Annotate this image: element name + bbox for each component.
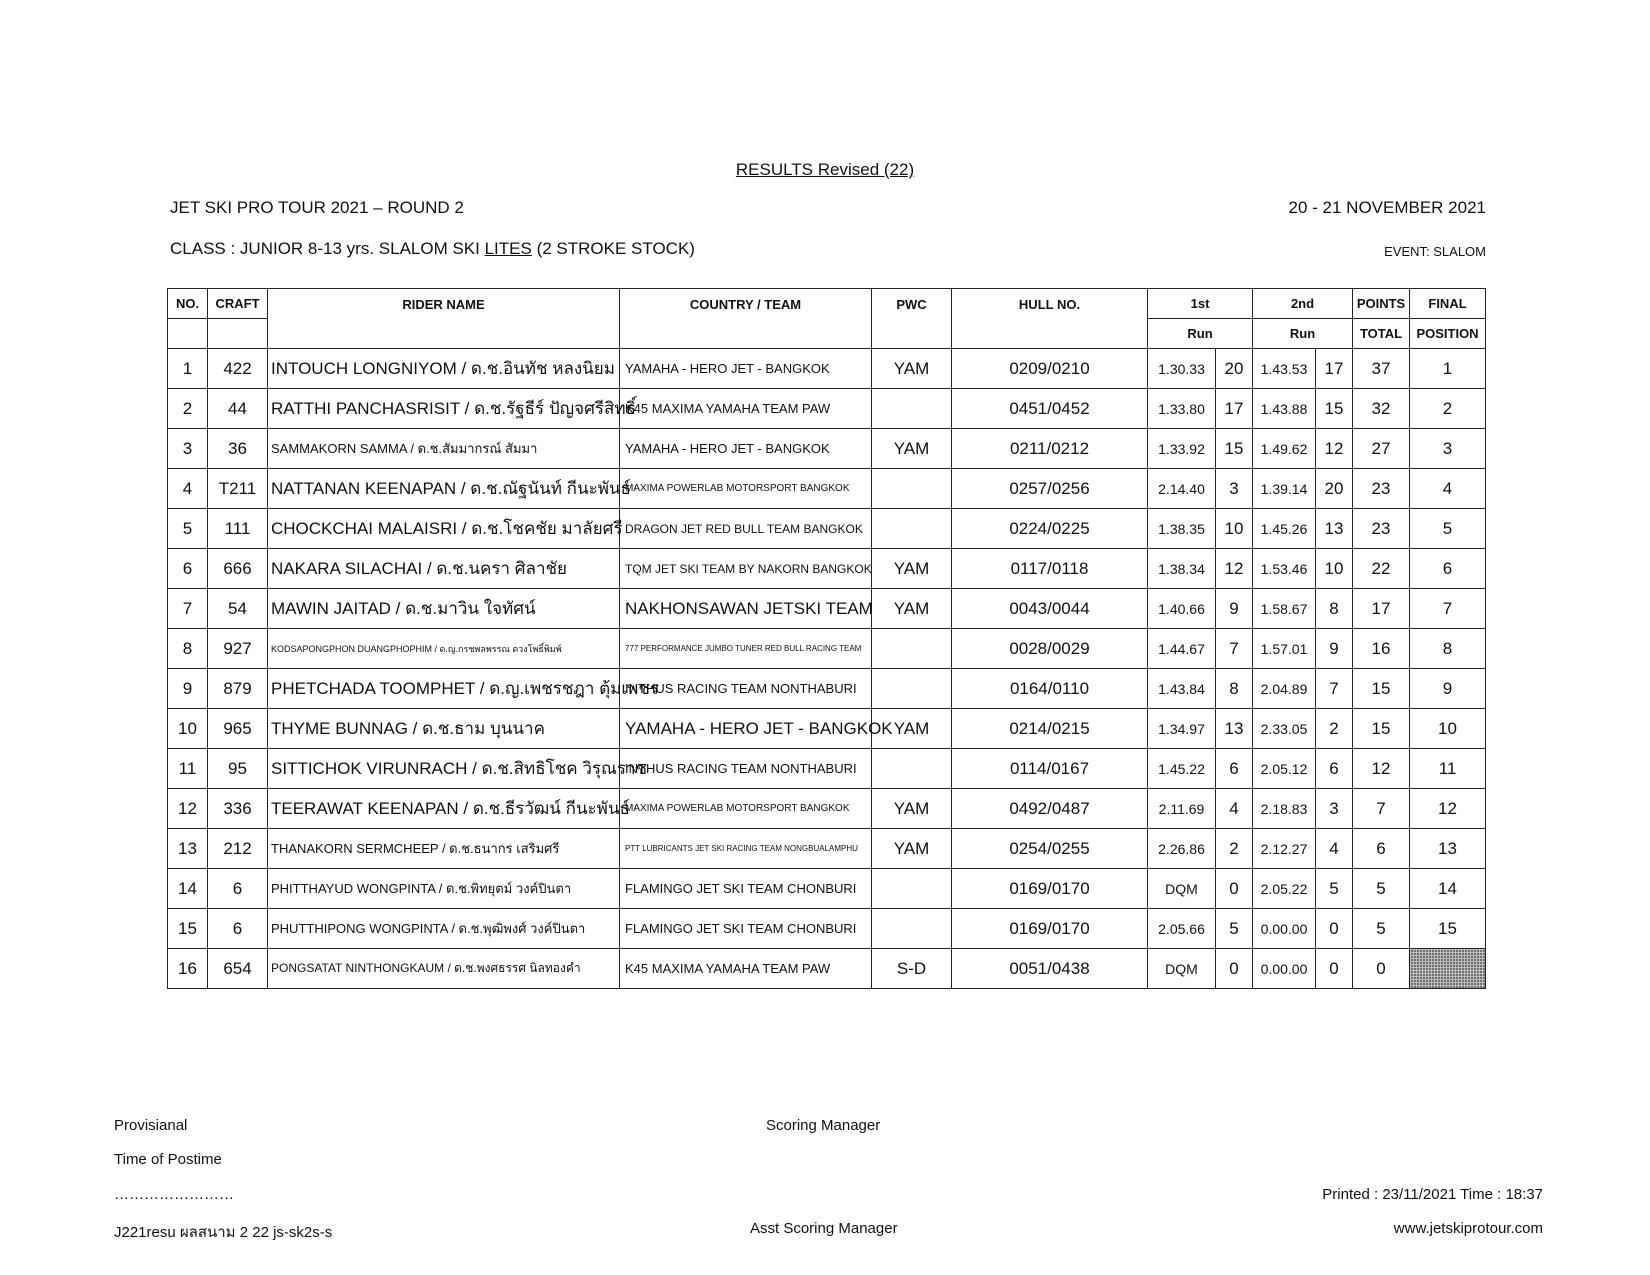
cell-country-team: PTT LUBRICANTS JET SKI RACING TEAM NONGBUALAMPHU [620,829,872,869]
file-reference: J221resu ผลสนาม 2 22 js-sk2s-s [114,1224,333,1241]
cell-run2-points: 8 [1316,589,1353,629]
table-row [168,629,1486,669]
cell-no: 2 [168,389,208,429]
asst-scoring-manager-label: Asst Scoring Manager [750,1220,898,1237]
cell-hull-no: 0114/0167 [952,749,1148,789]
cell-run1-time: 1.38.34 [1148,549,1216,589]
cell-run1-points: 0 [1216,869,1253,909]
header-pwc: PWC [872,289,952,349]
cell-final-position: 4 [1410,469,1486,509]
cell-final-position: 10 [1410,709,1486,749]
cell-run2-time: 0.00.00 [1253,949,1316,989]
cell-rider-name: THYME BUNNAG / ด.ช.ธาม บุนนาค [268,709,620,749]
class-suffix: (2 STROKE STOCK) [531,239,695,258]
cell-pwc: YAM [872,589,952,629]
cell-no: 5 [168,509,208,549]
cell-pwc [872,749,952,789]
cell-rider-name: MAWIN JAITAD / ด.ช.มาวิน ใจทัศน์ [268,589,620,629]
cell-hull-no: 0254/0255 [952,829,1148,869]
cell-final-position: 11 [1410,749,1486,789]
cell-craft: 95 [208,749,268,789]
cell-run1-points: 10 [1216,509,1253,549]
cell-final-position [1410,949,1486,989]
cell-pwc: YAM [872,549,952,589]
cell-rider-name: RATTHI PANCHASRISIT / ด.ช.รัฐธีร์ ปัญจศรีสิทธิ์ [268,389,620,429]
table-row [168,509,1486,549]
cell-points-total: 5 [1353,909,1410,949]
cell-run2-points: 0 [1316,949,1353,989]
cell-run1-points: 5 [1216,909,1253,949]
cell-run1-time: DQM [1148,949,1216,989]
cell-run2-points: 4 [1316,829,1353,869]
cell-run2-points: 10 [1316,549,1353,589]
cell-run2-time: 1.58.67 [1253,589,1316,629]
cell-run1-time: 1.33.80 [1148,389,1216,429]
cell-points-total: 12 [1353,749,1410,789]
cell-final-position: 9 [1410,669,1486,709]
cell-craft: 879 [208,669,268,709]
cell-final-position: 5 [1410,509,1486,549]
cell-rider-name: TEERAWAT KEENAPAN / ด.ช.ธีรวัฒน์ กีนะพันธ์ [268,789,620,829]
cell-run2-time: 1.57.01 [1253,629,1316,669]
cell-run2-time: 2.05.22 [1253,869,1316,909]
cell-run2-time: 2.04.89 [1253,669,1316,709]
cell-craft: 44 [208,389,268,429]
cell-rider-name: NAKARA SILACHAI / ด.ช.นครา ศิลาชัย [268,549,620,589]
table-row [168,429,1486,469]
cell-country-team: INTHUS RACING TEAM NONTHABURI [620,669,872,709]
header-hull-no: HULL NO. [952,289,1148,349]
cell-final-position: 14 [1410,869,1486,909]
header-run2-top: 2nd [1253,289,1353,319]
cell-points-total: 22 [1353,549,1410,589]
cell-run2-time: 1.45.26 [1253,509,1316,549]
cell-rider-name: SAMMAKORN SAMMA / ด.ช.สัมมากรณ์ สัมมา [268,429,620,469]
cell-country-team: NAKHONSAWAN JETSKI TEAM [620,589,872,629]
cell-points-total: 37 [1353,349,1410,389]
cell-run1-time: 1.34.97 [1148,709,1216,749]
cell-no: 14 [168,869,208,909]
cell-run2-time: 1.49.62 [1253,429,1316,469]
cell-hull-no: 0028/0029 [952,629,1148,669]
cell-country-team: TQM JET SKI TEAM BY NAKORN BANGKOK [620,549,872,589]
table-row [168,909,1486,949]
cell-hull-no: 0164/0110 [952,669,1148,709]
cell-hull-no: 0117/0118 [952,549,1148,589]
cell-run1-time: 1.33.92 [1148,429,1216,469]
cell-country-team: 777 PERFORMANCE JUMBO TUNER RED BULL RACING TEAM [620,629,872,669]
cell-pwc [872,509,952,549]
cell-run1-points: 13 [1216,709,1253,749]
header-run1-bottom: Run [1148,319,1253,349]
cell-country-team: K45 MAXIMA YAMAHA TEAM PAW [620,389,872,429]
cell-rider-name: PHUTTHIPONG WONGPINTA / ด.ช.พุฒิพงศ์ วงค์ปินตา [268,909,620,949]
cell-run2-points: 3 [1316,789,1353,829]
cell-pwc [872,869,952,909]
cell-hull-no: 0169/0170 [952,909,1148,949]
page-title: RESULTS Revised (22) [735,160,915,179]
cell-run1-time: 2.26.86 [1148,829,1216,869]
cell-craft: 965 [208,709,268,749]
cell-country-team: DRAGON JET RED BULL TEAM BANGKOK [620,509,872,549]
time-of-postime-label: Time of Postime [114,1151,222,1168]
class-prefix: CLASS : JUNIOR 8-13 yrs. SLALOM SKI [170,239,485,258]
cell-final-position: 15 [1410,909,1486,949]
cell-points-total: 27 [1353,429,1410,469]
cell-rider-name: THANAKORN SERMCHEEP / ด.ช.ธนากร เสริมศรี [268,829,620,869]
table-row [168,589,1486,629]
cell-no: 4 [168,469,208,509]
header-final-top: FINAL [1410,289,1486,319]
cell-craft: 6 [208,869,268,909]
cell-no: 15 [168,909,208,949]
cell-pwc: YAM [872,349,952,389]
header-no-blank [168,319,208,349]
cell-run1-time: 2.05.66 [1148,909,1216,949]
cell-final-position: 7 [1410,589,1486,629]
cell-pwc [872,909,952,949]
cell-run1-points: 15 [1216,429,1253,469]
website-link[interactable]: www.jetskiprotour.com [1393,1220,1543,1237]
cell-pwc [872,629,952,669]
cell-country-team: YAMAHA - HERO JET - BANGKOK [620,709,872,749]
cell-final-position: 1 [1410,349,1486,389]
header-run2-bottom: Run [1253,319,1353,349]
cell-hull-no: 0214/0215 [952,709,1148,749]
cell-rider-name: PONGSATAT NINTHONGKAUM / ด.ช.พงศธรรศ นิลทองคำ [268,949,620,989]
cell-points-total: 15 [1353,669,1410,709]
cell-run1-time: 2.14.40 [1148,469,1216,509]
cell-no: 13 [168,829,208,869]
cell-run2-time: 1.53.46 [1253,549,1316,589]
cell-run1-points: 9 [1216,589,1253,629]
cell-run2-points: 0 [1316,909,1353,949]
cell-run1-time: 1.30.33 [1148,349,1216,389]
cell-hull-no: 0451/0452 [952,389,1148,429]
cell-points-total: 17 [1353,589,1410,629]
class-underlined: LITES [484,239,532,258]
cell-run1-points: 17 [1216,389,1253,429]
cell-points-total: 23 [1353,469,1410,509]
cell-hull-no: 0257/0256 [952,469,1148,509]
cell-run2-time: 2.12.27 [1253,829,1316,869]
cell-points-total: 15 [1353,709,1410,749]
header-no: NO. [168,289,208,319]
cell-run2-points: 2 [1316,709,1353,749]
cell-no: 11 [168,749,208,789]
cell-craft: 666 [208,549,268,589]
table-row [168,829,1486,869]
cell-craft: 336 [208,789,268,829]
cell-no: 3 [168,429,208,469]
cell-country-team: K45 MAXIMA YAMAHA TEAM PAW [620,949,872,989]
cell-run1-time: 1.43.84 [1148,669,1216,709]
cell-craft: 422 [208,349,268,389]
cell-points-total: 32 [1353,389,1410,429]
event-type: EVENT: SLALOM [1384,244,1486,259]
cell-final-position: 8 [1410,629,1486,669]
cell-run2-time: 2.33.05 [1253,709,1316,749]
cell-final-position: 12 [1410,789,1486,829]
cell-run2-points: 9 [1316,629,1353,669]
cell-hull-no: 0209/0210 [952,349,1148,389]
cell-country-team: INTHUS RACING TEAM NONTHABURI [620,749,872,789]
cell-rider-name: PHITTHAYUD WONGPINTA / ด.ช.พิทยุตม์ วงค์ปินตา [268,869,620,909]
cell-hull-no: 0224/0225 [952,509,1148,549]
table-row [168,869,1486,909]
cell-run1-points: 2 [1216,829,1253,869]
cell-craft: 54 [208,589,268,629]
cell-run2-time: 0.00.00 [1253,909,1316,949]
cell-run1-points: 8 [1216,669,1253,709]
cell-hull-no: 0051/0438 [952,949,1148,989]
cell-run1-time: 1.40.66 [1148,589,1216,629]
cell-pwc: S-D [872,949,952,989]
cell-pwc: YAM [872,429,952,469]
cell-country-team: FLAMINGO JET SKI TEAM CHONBURI [620,909,872,949]
cell-no: 16 [168,949,208,989]
cell-run2-points: 20 [1316,469,1353,509]
cell-run2-points: 13 [1316,509,1353,549]
cell-run1-time: 1.45.22 [1148,749,1216,789]
table-row [168,709,1486,749]
cell-rider-name: INTOUCH LONGNIYOM / ด.ช.อินทัช หลงนิยม [268,349,620,389]
header-craft: CRAFT [208,289,268,319]
class-line [170,239,695,259]
cell-run2-points: 15 [1316,389,1353,429]
cell-no: 7 [168,589,208,629]
cell-final-position: 2 [1410,389,1486,429]
cell-hull-no: 0169/0170 [952,869,1148,909]
printed-timestamp: Printed : 23/11/2021 Time : 18:37 [1322,1186,1543,1203]
cell-run1-time: 1.38.35 [1148,509,1216,549]
table-row [168,549,1486,589]
cell-points-total: 7 [1353,789,1410,829]
cell-points-total: 16 [1353,629,1410,669]
event-name: JET SKI PRO TOUR 2021 – ROUND 2 [170,198,464,217]
table-row [168,669,1486,709]
signature-dots: …………………… [114,1186,234,1203]
cell-hull-no: 0211/0212 [952,429,1148,469]
cell-country-team: FLAMINGO JET SKI TEAM CHONBURI [620,869,872,909]
cell-run1-time: DQM [1148,869,1216,909]
cell-country-team: YAMAHA - HERO JET - BANGKOK [620,349,872,389]
cell-run2-time: 2.18.83 [1253,789,1316,829]
scoring-manager-label: Scoring Manager [766,1117,881,1134]
cell-craft: 6 [208,909,268,949]
cell-rider-name: KODSAPONGPHON DUANGPHOPHIM / ด.ญ.กรชพลพรรณ ดวงโพธิ์พิมพ์ [268,629,620,669]
cell-rider-name: NATTANAN KEENAPAN / ด.ช.ณัฐนันท์ กีนะพันธ์ [268,469,620,509]
results-body [168,349,1486,989]
cell-run1-points: 0 [1216,949,1253,989]
header-points-top: POINTS [1353,289,1410,319]
cell-run1-points: 6 [1216,749,1253,789]
cell-run1-time: 1.44.67 [1148,629,1216,669]
cell-run1-points: 4 [1216,789,1253,829]
cell-hull-no: 0492/0487 [952,789,1148,829]
cell-points-total: 6 [1353,829,1410,869]
event-date: 20 - 21 NOVEMBER 2021 [1288,198,1486,217]
cell-final-position: 6 [1410,549,1486,589]
cell-rider-name: SITTICHOK VIRUNRACH / ด.ช.สิทธิโชค วิรุณราช [268,749,620,789]
cell-run2-points: 17 [1316,349,1353,389]
cell-run1-points: 12 [1216,549,1253,589]
cell-no: 10 [168,709,208,749]
cell-craft: 654 [208,949,268,989]
cell-no: 1 [168,349,208,389]
header-craft-blank [208,319,268,349]
table-row [168,349,1486,389]
header-rider-name: RIDER NAME [268,289,620,349]
cell-country-team: MAXIMA POWERLAB MOTORSPORT BANGKOK [620,789,872,829]
cell-craft: 927 [208,629,268,669]
table-row [168,789,1486,829]
cell-run2-time: 1.43.53 [1253,349,1316,389]
cell-no: 8 [168,629,208,669]
cell-run2-points: 12 [1316,429,1353,469]
cell-country-team: YAMAHA - HERO JET - BANGKOK [620,429,872,469]
cell-run1-time: 2.11.69 [1148,789,1216,829]
provisional-label: Provisianal [114,1117,188,1134]
cell-run1-points: 20 [1216,349,1253,389]
header-points-bottom: TOTAL [1353,319,1410,349]
cell-run2-time: 1.43.88 [1253,389,1316,429]
cell-final-position: 3 [1410,429,1486,469]
header-run1-top: 1st [1148,289,1253,319]
results-table [167,288,1486,989]
cell-points-total: 5 [1353,869,1410,909]
cell-no: 6 [168,549,208,589]
header-final-bottom: POSITION [1410,319,1486,349]
cell-craft: 212 [208,829,268,869]
cell-run1-points: 7 [1216,629,1253,669]
cell-pwc: YAM [872,789,952,829]
cell-pwc: YAM [872,709,952,749]
cell-run1-points: 3 [1216,469,1253,509]
cell-pwc [872,469,952,509]
table-row [168,469,1486,509]
cell-points-total: 0 [1353,949,1410,989]
table-row [168,749,1486,789]
cell-run2-points: 7 [1316,669,1353,709]
cell-run2-time: 2.05.12 [1253,749,1316,789]
cell-rider-name: PHETCHADA TOOMPHET / ด.ญ.เพชรชฎา ตุ้มเพชร [268,669,620,709]
cell-craft: T211 [208,469,268,509]
cell-country-team: MAXIMA POWERLAB MOTORSPORT BANGKOK [620,469,872,509]
cell-hull-no: 0043/0044 [952,589,1148,629]
cell-rider-name: CHOCKCHAI MALAISRI / ด.ช.โชคชัย มาลัยศรี [268,509,620,549]
cell-points-total: 23 [1353,509,1410,549]
cell-no: 9 [168,669,208,709]
cell-pwc [872,389,952,429]
cell-run2-points: 6 [1316,749,1353,789]
cell-no: 12 [168,789,208,829]
cell-pwc [872,669,952,709]
header-country-team: COUNTRY / TEAM [620,289,872,349]
table-row [168,389,1486,429]
cell-run2-time: 1.39.14 [1253,469,1316,509]
cell-craft: 111 [208,509,268,549]
cell-final-position: 13 [1410,829,1486,869]
cell-pwc: YAM [872,829,952,869]
cell-craft: 36 [208,429,268,469]
table-row [168,949,1486,989]
cell-run2-points: 5 [1316,869,1353,909]
